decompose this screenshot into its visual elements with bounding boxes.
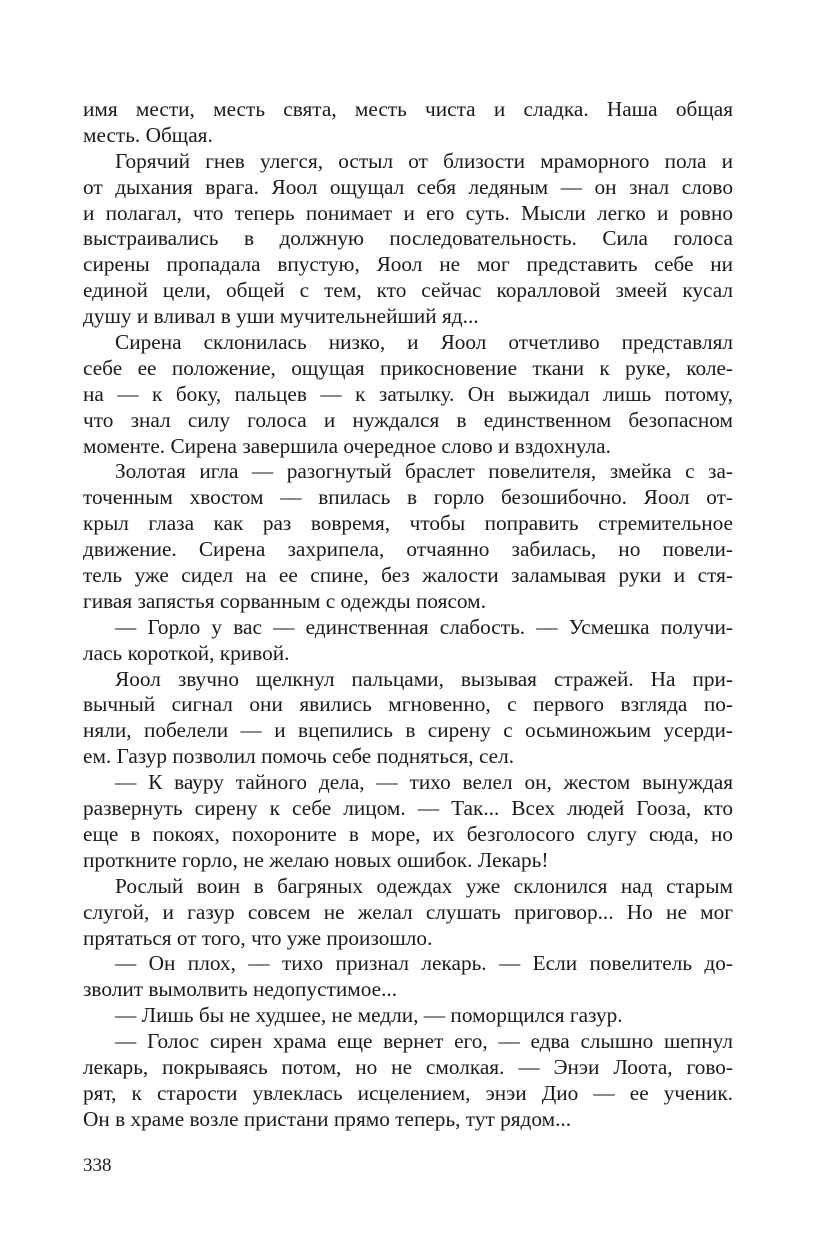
text-line: месть. Общая. (83, 122, 213, 147)
book-page-text (83, 97, 733, 1133)
text-line: Рослый воин в багряных одеждах уже склонился над старым (115, 873, 733, 898)
text-line: — Лишь бы не худшее, не медли, — поморщился газур. (115, 1003, 623, 1028)
text-line: ем. Газур позволил помочь себе подняться, сел. (83, 744, 515, 769)
text-line: лекарь, покрываясь потом, но не смолкая. — Энэи Лоота, гово- (83, 1054, 733, 1079)
text-line: проткните горло, не желаю новых ошибок. Лекарь! (83, 847, 549, 872)
text-line: прятаться от того, что уже произошло. (83, 925, 433, 950)
text-line: от дыхания врага. Яоол ощущал себя ледяным — он знал слово (83, 174, 733, 199)
text-line: единой цели, общей с тем, кто сейчас коралловой змеей кусал (83, 278, 733, 303)
text-line: няли, побелели — и вцепились в сирену с осьминожьим усерди- (83, 718, 733, 743)
text-line: моменте. Сирена завершила очередное слово и вздохнула. (83, 433, 611, 458)
text-line: гивая запястья сорванным с одежды поясом. (83, 588, 486, 613)
text-line: выстраивались в должную последовательность. Сила голоса (83, 226, 733, 251)
text-line: Горячий гнев улегся, остыл от близости мраморного пола и (115, 148, 733, 173)
text-line: рят, к старости увлеклась исцелением, энэи Дио — ее ученик. (83, 1080, 733, 1105)
text-line: что знал силу голоса и нуждался в единственном безопасном (83, 407, 733, 432)
text-line: имя мести, месть свята, месть чиста и сладка. Наша общая (83, 97, 733, 121)
text-line: Он в храме возле пристани прямо теперь, тут рядом... (83, 1106, 572, 1131)
text-line: еще в покоях, похороните в море, их безголосого слугу сюда, но (83, 821, 733, 846)
text-line: — К вауру тайного дела, — тихо велел он, жестом вынуждая (115, 770, 733, 795)
text-line: душу и вливал в уши мучительнейший яд... (83, 304, 479, 329)
text-line: движение. Сирена захрипела, отчаянно забилась, но повели- (83, 537, 733, 562)
text-line: — Горло у вас — единственная слабость. — Усмешка получи- (115, 614, 733, 639)
text-line: и полагал, что теперь понимает и его суть. Мысли легко и ровно (83, 200, 733, 225)
text-line: развернуть сирену к себе лицом. — Так... Всех людей Гооза, кто (83, 796, 733, 821)
text-line: лась короткой, кривой. (83, 640, 290, 665)
text-line: Яоол звучно щелкнул пальцами, вызывая стражей. На при- (115, 666, 733, 691)
text-line: крыл глаза как раз вовремя, чтобы поправить стремительное (83, 511, 733, 536)
text-line: слугой, и газур совсем не желал слушать приговор... Но не мог (83, 899, 733, 924)
text-line: — Он плох, — тихо признал лекарь. — Если повелитель до- (115, 951, 733, 976)
text-line: себе ее положение, ощущая прикосновение ткани к руке, коле- (83, 355, 733, 380)
text-line: — Голос сирен храма еще вернет его, — едва слышно шепнул (115, 1029, 733, 1054)
text-line: точенным хвостом — впилась в горло безошибочно. Яоол от- (83, 485, 733, 510)
text-line: вычный сигнал они явились мгновенно, с первого взгляда по- (83, 692, 733, 717)
text-line: тель уже сидел на ее спине, без жалости заламывая руки и стя- (83, 563, 733, 588)
text-line: Сирена склонилась низко, и Яоол отчетливо представлял (115, 330, 733, 355)
text-line: на — к боку, пальцев — к затылку. Он выжидал лишь потому, (83, 381, 733, 406)
page-number: 338 (83, 1155, 112, 1176)
text-line: Золотая игла — разогнутый браслет повелителя, змейка с за- (115, 459, 733, 484)
text-line: сирены пропадала впустую, Яоол не мог представить себе ни (83, 252, 733, 277)
text-line: зволит вымолвить недопустимое... (83, 977, 398, 1002)
